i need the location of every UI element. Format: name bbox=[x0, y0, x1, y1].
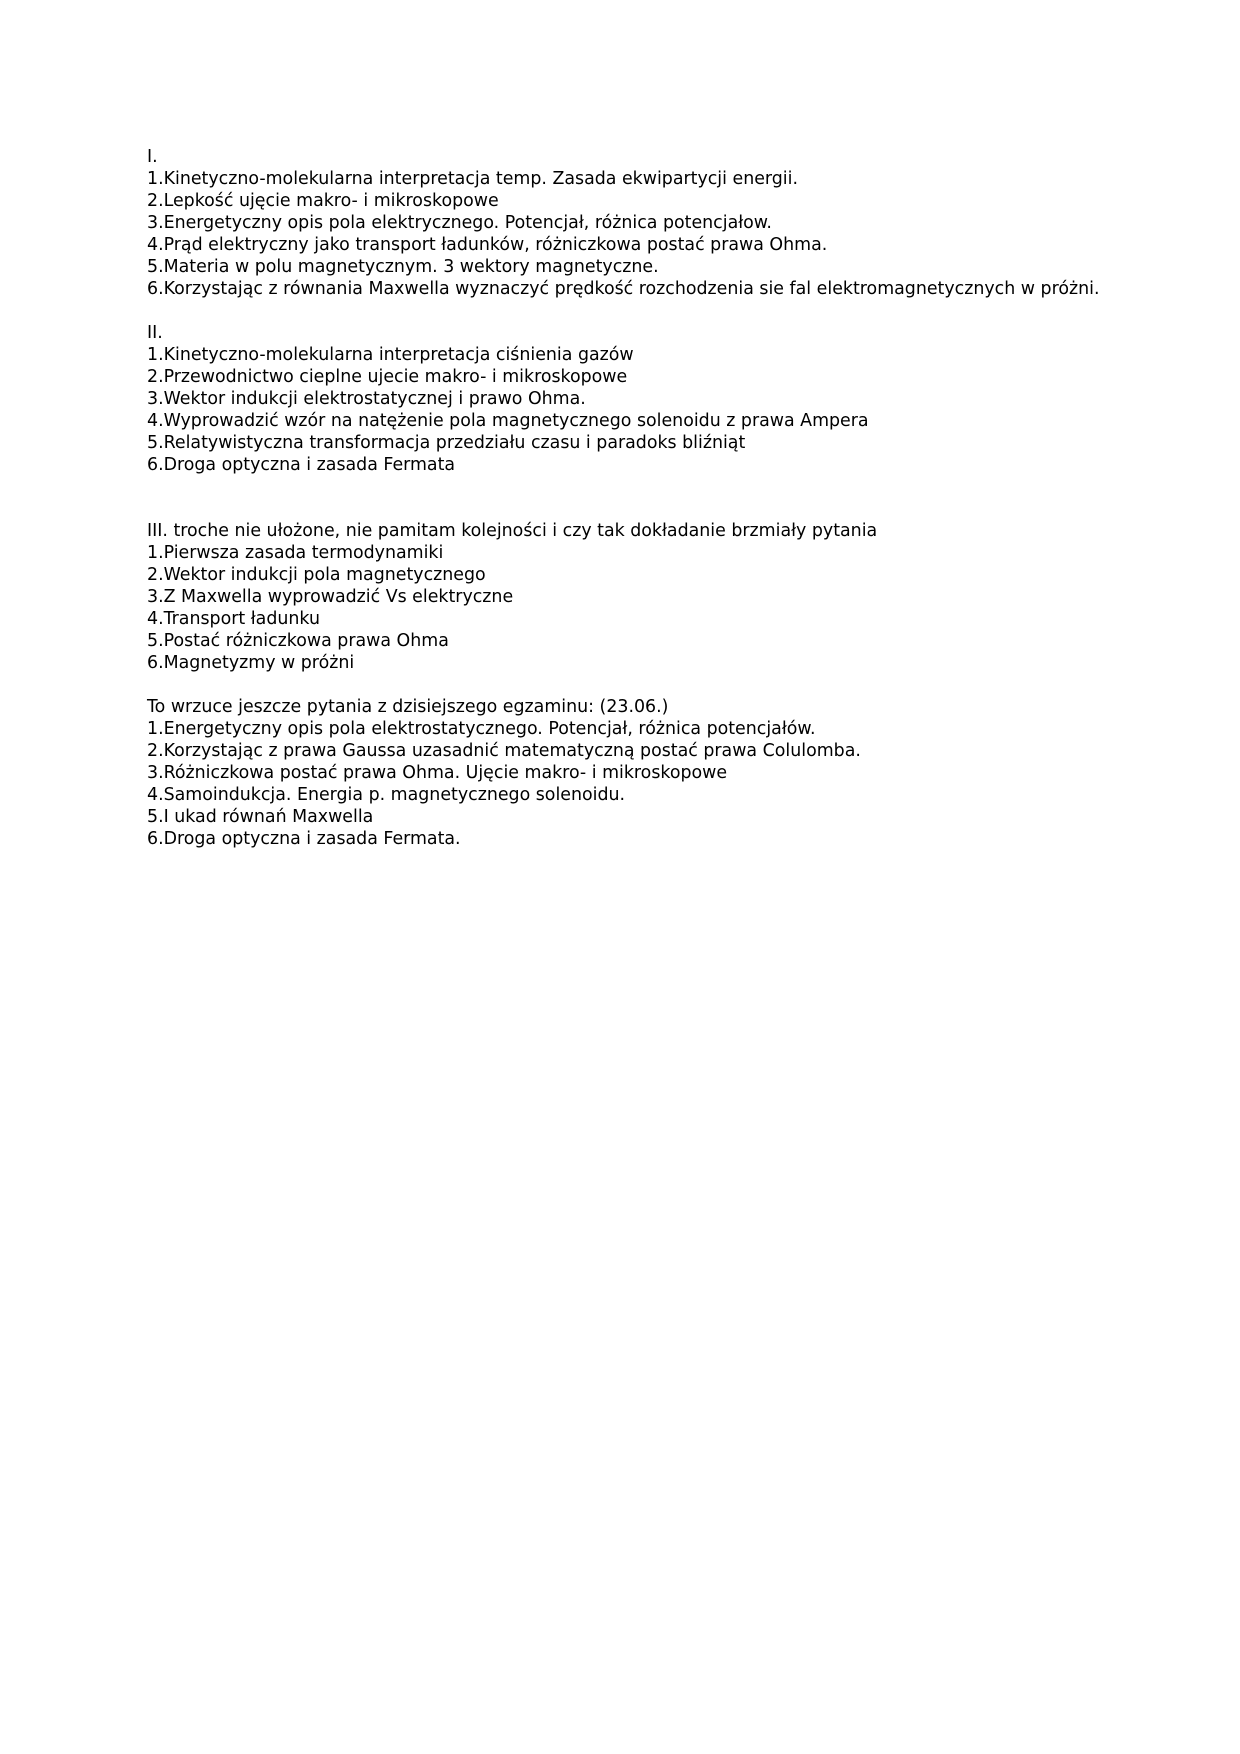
list-item: 1.Pierwsza zasada termodynamiki bbox=[147, 543, 444, 563]
list-item: 5.Materia w polu magnetycznym. 3 wektory magnetyczne. bbox=[147, 257, 659, 277]
list-item: 3.Różniczkowa postać prawa Ohma. Ujęcie makro- i mikroskopowe bbox=[147, 763, 728, 783]
list-item: 6.Korzystając z równania Maxwella wyznaczyć prędkość rozchodzenia sie fal elektromagnetycznych w próżni. bbox=[147, 279, 1100, 299]
list-item: 3.Z Maxwella wyprowadzić Vs elektryczne bbox=[147, 587, 514, 607]
document-body bbox=[147, 146, 1107, 850]
list-item: 5.Relatywistyczna transformacja przedziału czasu i paradoks bliźniąt bbox=[147, 433, 746, 453]
list-item: 2.Korzystając z prawa Gaussa uzasadnić matematyczną postać prawa Colulomba. bbox=[147, 741, 861, 761]
blank-lines bbox=[147, 476, 1107, 520]
list-item: 2.Wektor indukcji pola magnetycznego bbox=[147, 565, 486, 585]
blank-line bbox=[147, 300, 1107, 322]
list-item: 2.Lepkość ujęcie makro- i mikroskopowe bbox=[147, 191, 499, 211]
section-3 bbox=[147, 520, 1107, 674]
list-item: 3.Wektor indukcji elektrostatycznej i prawo Ohma. bbox=[147, 389, 586, 409]
list-item: 6.Magnetyzmy w próżni bbox=[147, 653, 355, 673]
list-item: 4.Samoindukcja. Energia p. magnetycznego solenoidu. bbox=[147, 785, 626, 805]
list-item: 1.Kinetyczno-molekularna interpretacja temp. Zasada ekwipartycji energii. bbox=[147, 169, 798, 189]
section-heading: To wrzuce jeszcze pytania z dzisiejszego egzaminu: (23.06.) bbox=[147, 697, 669, 717]
list-item: 4.Transport ładunku bbox=[147, 609, 320, 629]
list-item: 5.Postać różniczkowa prawa Ohma bbox=[147, 631, 449, 651]
list-item: 3.Energetyczny opis pola elektrycznego. Potencjał, różnica potencjałow. bbox=[147, 213, 772, 233]
list-item: 6.Droga optyczna i zasada Fermata bbox=[147, 455, 456, 475]
list-item: 4.Wyprowadzić wzór na natężenie pola magnetycznego solenoidu z prawa Ampera bbox=[147, 411, 869, 431]
section-1 bbox=[147, 146, 1107, 300]
section-heading: I. bbox=[147, 147, 158, 167]
list-item: 2.Przewodnictwo cieplne ujecie makro- i mikroskopowe bbox=[147, 367, 628, 387]
section-2 bbox=[147, 322, 1107, 476]
section-4 bbox=[147, 696, 1107, 850]
list-item: 5.I ukad równań Maxwella bbox=[147, 807, 374, 827]
section-heading: II. bbox=[147, 323, 163, 343]
list-item: 4.Prąd elektryczny jako transport ładunków, różniczkowa postać prawa Ohma. bbox=[147, 235, 828, 255]
blank-line bbox=[147, 674, 1107, 696]
section-heading: III. troche nie ułożone, nie pamitam kolejności i czy tak dokładanie brzmiały pytania bbox=[147, 521, 878, 541]
list-item: 1.Energetyczny opis pola elektrostatycznego. Potencjał, różnica potencjałów. bbox=[147, 719, 816, 739]
list-item: 1.Kinetyczno-molekularna interpretacja ciśnienia gazów bbox=[147, 345, 634, 365]
list-item: 6.Droga optyczna i zasada Fermata. bbox=[147, 829, 461, 849]
